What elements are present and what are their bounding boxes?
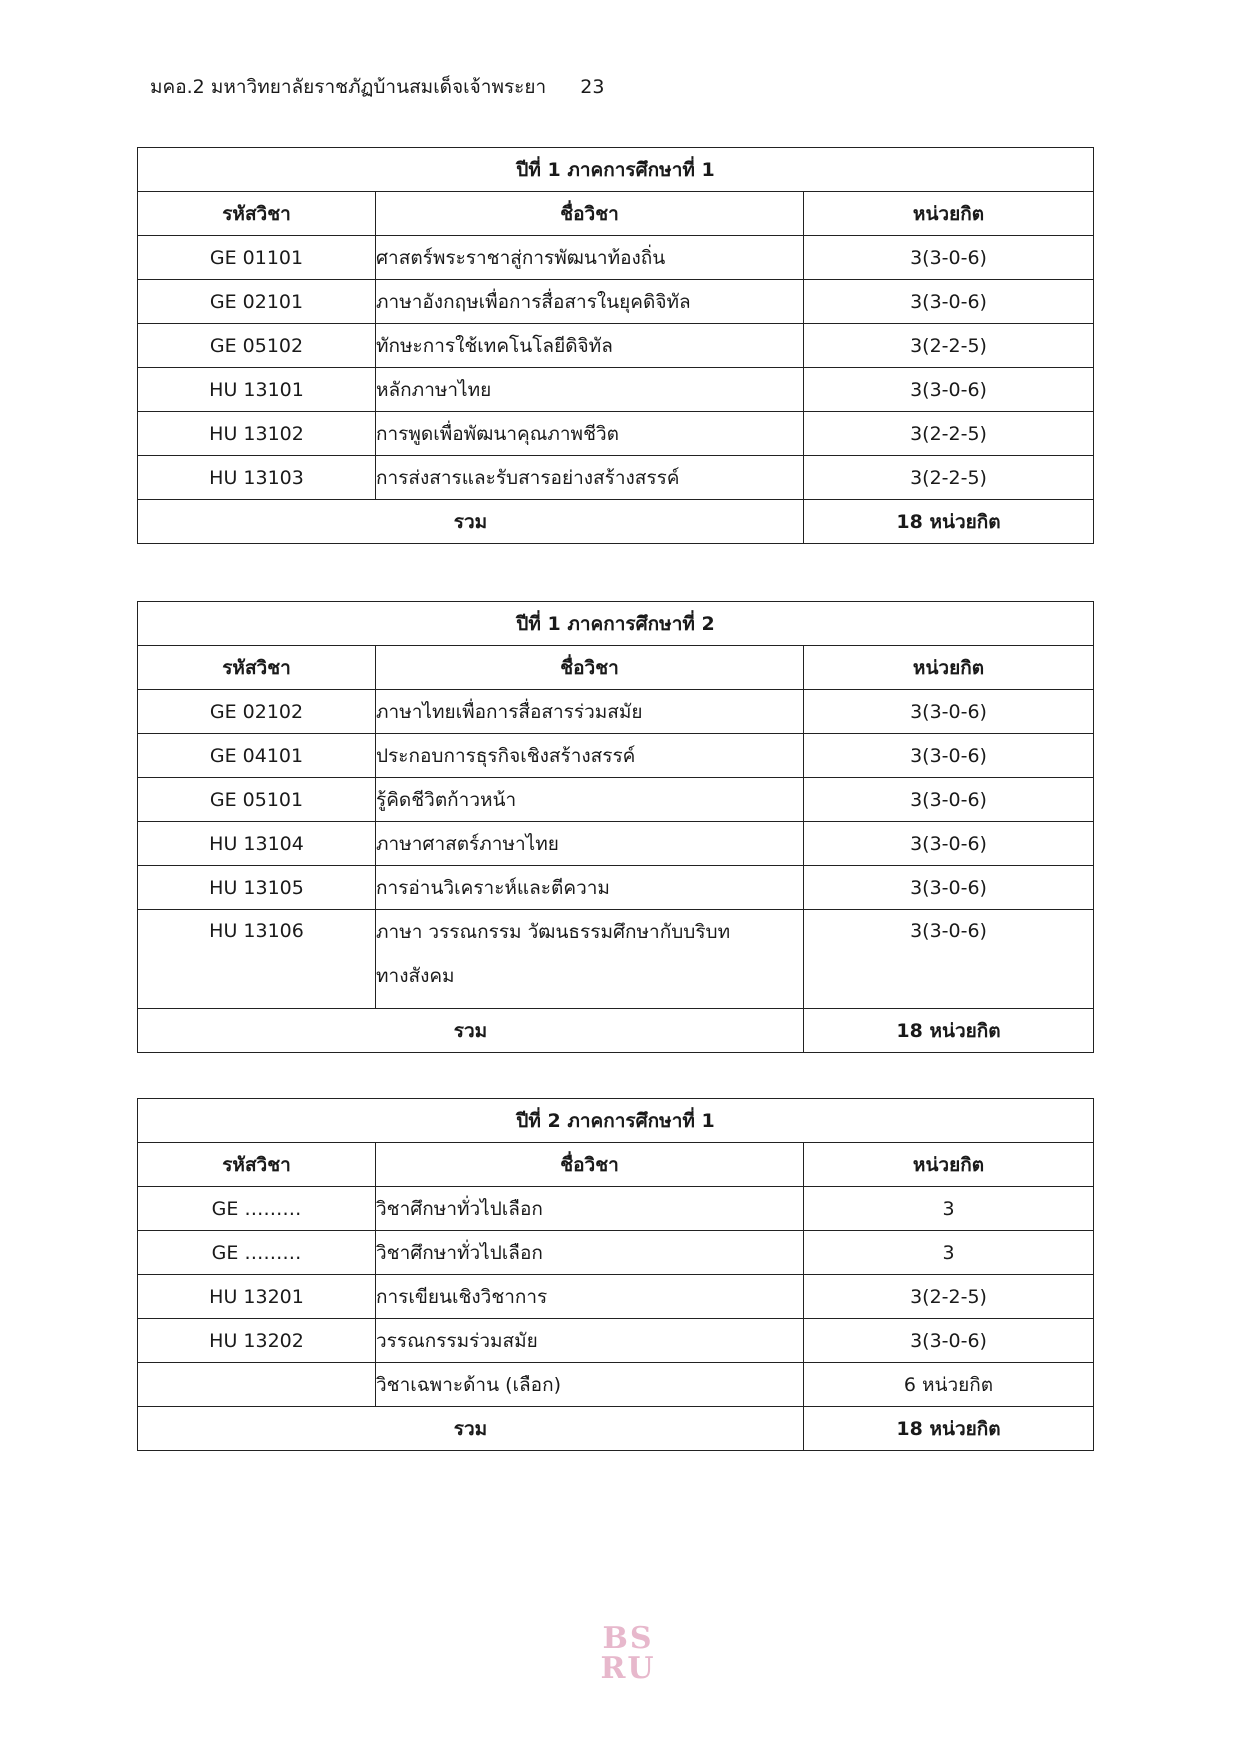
table-title: ปีที่ 1 ภาคการศึกษาที่ 2 xyxy=(138,602,1094,646)
total-row xyxy=(138,1407,1094,1451)
course-code: GE ……… xyxy=(138,1187,376,1231)
course-credit: 6 หน่วยกิต xyxy=(804,1363,1094,1407)
table-row xyxy=(138,324,1094,368)
page-header xyxy=(150,72,604,102)
course-credit: 3(3-0-6) xyxy=(804,1319,1094,1363)
course-name: วิชาเฉพาะด้าน (เลือก) xyxy=(376,1363,804,1407)
course-name: การส่งสารและรับสารอย่างสร้างสรรค์ xyxy=(376,456,804,500)
course-name: การอ่านวิเคราะห์และตีความ xyxy=(376,866,804,910)
course-name: วิชาศึกษาทั่วไปเลือก xyxy=(376,1231,804,1275)
course-code: HU 13202 xyxy=(138,1319,376,1363)
course-name: การเขียนเชิงวิชาการ xyxy=(376,1275,804,1319)
total-value: 18 หน่วยกิต xyxy=(804,1009,1094,1053)
course-code: HU 13101 xyxy=(138,368,376,412)
course-code: GE 05101 xyxy=(138,778,376,822)
total-value: 18 หน่วยกิต xyxy=(804,500,1094,544)
course-code: GE 02101 xyxy=(138,280,376,324)
course-name: ภาษาไทยเพื่อการสื่อสารร่วมสมัย xyxy=(376,690,804,734)
course-code: GE ……… xyxy=(138,1231,376,1275)
table-row xyxy=(138,866,1094,910)
course-name: ศาสตร์พระราชาสู่การพัฒนาท้องถิ่น xyxy=(376,236,804,280)
table-row xyxy=(138,236,1094,280)
column-header-code: รหัสวิชา xyxy=(138,192,376,236)
course-name: วิชาศึกษาทั่วไปเลือก xyxy=(376,1187,804,1231)
course-code: GE 04101 xyxy=(138,734,376,778)
table-row xyxy=(138,368,1094,412)
table-row xyxy=(138,1319,1094,1363)
course-credit: 3(3-0-6) xyxy=(804,822,1094,866)
course-name: ภาษาศาสตร์ภาษาไทย xyxy=(376,822,804,866)
course-code: GE 02102 xyxy=(138,690,376,734)
course-credit: 3(3-0-6) xyxy=(804,866,1094,910)
course-name-continued: ทางสังคม xyxy=(376,965,455,987)
total-label: รวม xyxy=(138,1407,804,1451)
column-header-credit: หน่วยกิต xyxy=(804,1143,1094,1187)
course-table-year2-sem1 xyxy=(137,1098,1094,1451)
table-title: ปีที่ 1 ภาคการศึกษาที่ 1 xyxy=(138,148,1094,192)
course-name: การพูดเพื่อพัฒนาคุณภาพชีวิต xyxy=(376,412,804,456)
watermark-line1: BS xyxy=(602,1621,654,1656)
course-credit: 3(3-0-6) xyxy=(804,734,1094,778)
course-credit: 3(2-2-5) xyxy=(804,456,1094,500)
course-table-year1-sem2 xyxy=(137,601,1094,1053)
bsru-watermark-logo xyxy=(598,1621,658,1688)
course-code: HU 13106 xyxy=(138,910,376,1009)
page-number: 23 xyxy=(580,76,605,98)
course-credit: 3(3-0-6) xyxy=(804,280,1094,324)
total-value: 18 หน่วยกิต xyxy=(804,1407,1094,1451)
course-name: ประกอบการธุรกิจเชิงสร้างสรรค์ xyxy=(376,734,804,778)
course-name-cell xyxy=(376,910,804,1009)
course-code: GE 05102 xyxy=(138,324,376,368)
table-row xyxy=(138,1275,1094,1319)
course-code: HU 13201 xyxy=(138,1275,376,1319)
table-row xyxy=(138,734,1094,778)
course-credit: 3(2-2-5) xyxy=(804,1275,1094,1319)
total-row xyxy=(138,500,1094,544)
course-code: HU 13104 xyxy=(138,822,376,866)
course-code: HU 13105 xyxy=(138,866,376,910)
column-header-code: รหัสวิชา xyxy=(138,1143,376,1187)
table-row xyxy=(138,1363,1094,1407)
course-credit: 3(2-2-5) xyxy=(804,412,1094,456)
course-table-year1-sem1 xyxy=(137,147,1094,544)
header-text: มคอ.2 มหาวิทยาลัยราชภัฏบ้านสมเด็จเจ้าพระยา xyxy=(150,76,547,98)
table-row xyxy=(138,778,1094,822)
column-header-name: ชื่อวิชา xyxy=(376,646,804,690)
course-credit: 3(3-0-6) xyxy=(804,236,1094,280)
table-row xyxy=(138,456,1094,500)
table-row xyxy=(138,690,1094,734)
column-header-name: ชื่อวิชา xyxy=(376,1143,804,1187)
total-label: รวม xyxy=(138,1009,804,1053)
table-row xyxy=(138,412,1094,456)
column-header-credit: หน่วยกิต xyxy=(804,192,1094,236)
table-row xyxy=(138,910,1094,1009)
total-label: รวม xyxy=(138,500,804,544)
course-code: GE 01101 xyxy=(138,236,376,280)
column-header-credit: หน่วยกิต xyxy=(804,646,1094,690)
course-credit: 3(3-0-6) xyxy=(804,368,1094,412)
course-name: หลักภาษาไทย xyxy=(376,368,804,412)
course-name: ภาษาอังกฤษเพื่อการสื่อสารในยุคดิจิทัล xyxy=(376,280,804,324)
column-header-code: รหัสวิชา xyxy=(138,646,376,690)
course-code xyxy=(138,1363,376,1407)
course-name: รู้คิดชีวิตก้าวหน้า xyxy=(376,778,804,822)
course-credit: 3(2-2-5) xyxy=(804,324,1094,368)
course-name: วรรณกรรมร่วมสมัย xyxy=(376,1319,804,1363)
watermark-line2: RU xyxy=(600,1651,656,1686)
total-row xyxy=(138,1009,1094,1053)
table-row xyxy=(138,822,1094,866)
table-title: ปีที่ 2 ภาคการศึกษาที่ 1 xyxy=(138,1099,1094,1143)
course-credit: 3(3-0-6) xyxy=(804,778,1094,822)
course-credit: 3(3-0-6) xyxy=(804,910,1094,1009)
course-credit: 3 xyxy=(804,1231,1094,1275)
column-header-name: ชื่อวิชา xyxy=(376,192,804,236)
course-name: ภาษา วรรณกรรม วัฒนธรรมศึกษากับบริบท xyxy=(376,921,731,943)
table-row xyxy=(138,1231,1094,1275)
course-credit: 3(3-0-6) xyxy=(804,690,1094,734)
course-code: HU 13102 xyxy=(138,412,376,456)
course-code: HU 13103 xyxy=(138,456,376,500)
table-row xyxy=(138,280,1094,324)
course-name: ทักษะการใช้เทคโนโลยีดิจิทัล xyxy=(376,324,804,368)
table-row xyxy=(138,1187,1094,1231)
course-credit: 3 xyxy=(804,1187,1094,1231)
